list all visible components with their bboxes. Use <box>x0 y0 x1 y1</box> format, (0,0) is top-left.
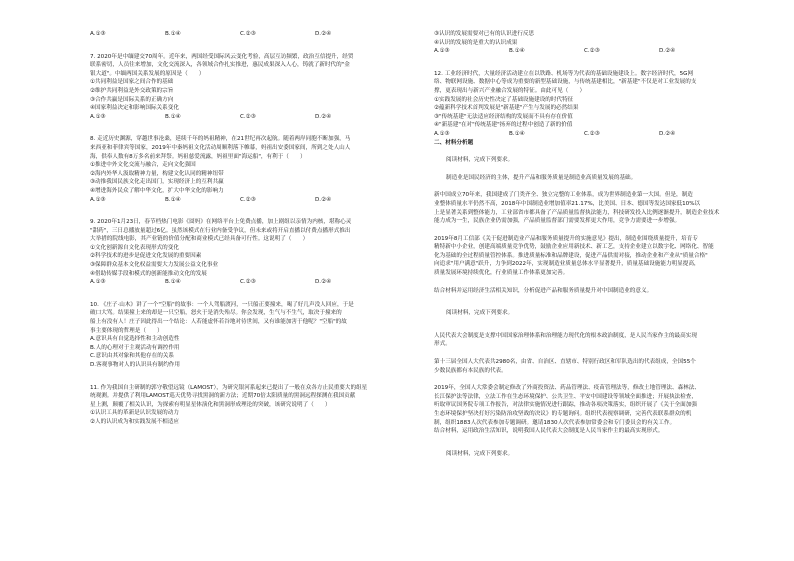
question-stem: 10. 《庄子·山木》讲了一个"空船"的故事：一个人驾船渡河，一只船正要撞来，喝了好几声没人回应，于是 <box>90 301 354 308</box>
option: ③"传统基建"无法适应经济结构的发展而不具有存在价值 <box>434 113 573 120</box>
option: ②维护共同利益是外交政策的宗旨 <box>90 87 174 94</box>
question-8 <box>90 135 390 204</box>
option: C.意识由其对象和其他存在的关系 <box>90 353 174 360</box>
instruction: 阅读材料，完成下列要求。 <box>446 157 514 164</box>
material-paragraph: 少数民族都有本民族的代表。 <box>434 367 507 374</box>
choices-row <box>90 278 390 287</box>
option: D.客观事物对人的认识具有制约作用 <box>90 362 180 368</box>
option: ②蕴新科学技术首判发展是"新基建"产生与发展的必然结果 <box>434 105 579 112</box>
question-11 <box>90 384 390 427</box>
material-paragraph: 人民代表大会制度是支撑中国国家治理体系和治理能力现代化的根本政治制度，是人民当家作主的最高实现 <box>434 332 697 339</box>
question-7 <box>90 53 390 122</box>
choice-b: B.①④ <box>165 31 181 37</box>
option: ③合作共赢是国际关系的正确方向 <box>90 96 174 103</box>
question-stem: 银大道"。中缅两国关系发展的原因是（ ） <box>90 70 205 77</box>
choices-row <box>434 47 734 56</box>
question-stem: 撑，更表现出与新兴产业融合发展的特征。由此可见（ ） <box>434 87 586 94</box>
material-paragraph: 听取审议国务院专项工作报告，对法律实施情况进行跟踪，推动各项决策落实，组织开展了《关于全面加强 <box>434 402 697 409</box>
material-paragraph: 制造业是国民经济的主体，提升产品和服务质量是制造业高质量发展的基础。 <box>446 174 637 181</box>
question-stem: 大举措的院线电影，其产业链的价值分配和商业模式已经具备可行性。这说明了（ ） <box>90 236 309 243</box>
choices-row <box>90 30 390 39</box>
question-stem: 9. 2020年1月23日，春节档热门电影《囧妈》在网络平台上免费点播，加上剧组以亲情为内核，堪称心灵 <box>90 219 352 226</box>
choice-c: C.②③ <box>584 130 600 137</box>
choice-b: B.①④ <box>509 48 525 55</box>
question-stem: 12. 工业经济时代，大量经济活动建立在以铁路、机场等为代表的基础设施建设上。数字经济时代，5G网 <box>434 70 694 77</box>
question-stem: 11. 作为我国自主研制的郭守敬望远镜（LAMOST），为研究银河系起来已提出了一般在众各方止民重要大的组星 <box>90 384 368 391</box>
choice-a: A.①③ <box>90 31 106 37</box>
question-stem: 络、物联网设施、数据中心等成为重要的新型基础设施，与传统基建相比，"新基建"不仅是对工业发展的支 <box>434 79 697 86</box>
material-paragraph: 精特新中小企业，创建高端质量竞争优势，鼓励企业应用新技术、新工艺，支持企业建立以数字化、网络化、智能 <box>434 244 714 251</box>
choice-a: A.①③ <box>434 48 450 55</box>
question-stem: 8. 走近历史渊源，穿越世事沧桑，延续千年的妈祖精神，在21世纪再次起航。随着两岸同胞不断加强，马 <box>90 136 351 143</box>
instruction: 阅读材料，完成下列要求。 <box>446 310 514 317</box>
option: ③保障群众基本文化权益需要大力发展公益文化事业 <box>90 262 219 269</box>
material-paragraph: 形式。 <box>434 341 451 348</box>
choice-b: B.①④ <box>509 130 525 137</box>
question-12 <box>434 70 734 139</box>
choice-a: A.①③ <box>90 113 106 120</box>
material-paragraph: 第十三届全国人大代表共2980名，由省、自治区、直辖市、特别行政区和军队选出的代表组成，全国55个 <box>434 359 696 366</box>
choices-row <box>90 196 390 205</box>
choice-c: C.②③ <box>240 113 256 120</box>
question-stem: "甜药"，三日总播放量超过6亿。虽然该模式在行业内备受争议，但未来或将开启直播以付费点播形式推出 <box>90 227 351 234</box>
choice-c: C.②③ <box>240 196 256 203</box>
right-column <box>434 30 734 458</box>
choice-d: D.②④ <box>315 196 332 203</box>
choice-b: B.①④ <box>165 196 181 203</box>
material-question: 结合材料并运用经济生活相关知识，分析促进产品和服务质量提升对中国制造业的意义。 <box>434 287 653 294</box>
option: ②海内外华人汲取精神力量，构建文化认同的精神纽带 <box>90 170 224 177</box>
question-stem: 7. 2020年是中缅建交70周年。近年来，两国经受国际风云变化考验，高层互访频繁，政治互信提升，经贸 <box>90 53 354 60</box>
choice-d: D.②④ <box>659 130 676 137</box>
question-stem: 船上有没有人！庄子因此得出一个结论：人若能虚怀若谷地对待世间，又有谁能加害于他呢？"空船"的故 <box>90 319 347 326</box>
material-paragraph: 2019年，全国人大常委会制定修改了外商投资法、药品管理法、疫苗管理法等，修改土地管理法、森林法、 <box>434 385 700 392</box>
option: ④借助传媒手段和模式的创新能推动文化的发展 <box>90 270 207 277</box>
question-10 <box>90 301 390 370</box>
choice-a: A.①③ <box>90 196 106 203</box>
choices-row <box>434 130 734 139</box>
option: ④"新基建"在对"传统基建"扬弃的过程中创造了新的价值 <box>434 122 573 129</box>
choice-a: A.①③ <box>90 279 106 286</box>
question-stem: 联系密切，人员往来增加，文化交流深入，各领域合作扎实推进，惠民成果深入人心，铸就了新时代的"金 <box>90 62 350 69</box>
choice-d: D.②④ <box>315 113 332 120</box>
choice-b: B.①④ <box>165 279 181 286</box>
option: ①认识工具的革新是认识发展的动力 <box>90 410 179 417</box>
question-stem: 星上测，颠覆了相关认识，为探索有明显星体演化和黑洞形成理论的突破，该研究说明了（ ） <box>90 401 331 408</box>
material-paragraph: 化为基础的全过程质量管控体系。推进质量标准和品牌建设，促进产品供需对接，推动企业和产业从"质量合格" <box>434 252 708 259</box>
material-question: 结合材料，运用政治生活知识，说明我国人民代表大会制度是人民当家作主的最高实现形式。 <box>434 428 664 435</box>
option: ④国家利益决定和影响国际关系变化 <box>90 105 179 112</box>
material-paragraph: 业整体质量水平仍然不高，2018年中国制造业增加值率21.17%，比美国、日本、德国等发达国家低10%以 <box>434 200 701 207</box>
choice-c: C.②③ <box>240 31 256 37</box>
section-title: 二、材料分析题 <box>434 139 474 146</box>
option: ③认识的发展需要对已有的认识进行反思 <box>434 31 535 37</box>
question-stem: 海，供奉人数有8万多名前来拜祭。妈祖慈爱流露，妈祖里面"海运船"，有利于（ ） <box>90 153 306 160</box>
material-paragraph: 向追求"用户满意"跃升，力争到2022年，实现制造业质量总体水平显著提升，质量基础设施能力明显提高， <box>434 261 700 268</box>
material-1 <box>434 174 734 296</box>
material-paragraph: 生态环境保护坚决打好污染防治攻坚战的决议》的专题询问。组织代表视察调研，完善代表联系群众的机 <box>434 411 692 417</box>
option: ①实践发展的社会历史性决定了基础设施建设的时代特征 <box>434 96 574 103</box>
material-paragraph: 2019年8月工信部《关于促进制造业产品和服务质量提升的实施意见》提出，制造业围绕质量提升，培育专 <box>434 235 698 242</box>
material-paragraph: 质量发展环境持续优化，行业质量工作体系更加完善。 <box>434 270 569 277</box>
left-column <box>90 30 390 427</box>
instruction: 阅读材料，完成下列要求。 <box>446 450 514 457</box>
option: ④增进海外民众了解中华文化，扩大中华文化的影响力 <box>90 187 224 194</box>
option: A.意识具有自觉选择性和主动创造性 <box>90 336 180 343</box>
material-paragraph: 新中国成立70年来，我国建成了门类齐全、独立完整的工业体系，成为世界制造业第一大国。但是，制造 <box>434 192 693 199</box>
material-paragraph: 长江保护法等法律，立法工作在生态环境保护、公共卫生、平安中国建设等领域全面推进；开展执法检查， <box>434 393 697 400</box>
option: ③动推我国民族文化走出国门，实现经济上的互利共赢 <box>90 179 224 186</box>
choice-d: D.②④ <box>315 279 332 286</box>
option: ②科学技术的进步是促进文化发展的重要因素 <box>90 253 202 260</box>
option: B.人的心理对于主观活动有调控作用 <box>90 344 180 351</box>
choice-c: C.②③ <box>584 48 600 55</box>
material-2 <box>434 332 734 436</box>
choices-row <box>90 113 390 122</box>
question-stem: 事主要体现的哲理是（ ） <box>90 327 163 334</box>
choice-d: D.②④ <box>315 31 332 37</box>
material-paragraph: 上是显著关系到整体能力，工业部省市都具备了产品质量监督执法能力，科技研发投入比例逐渐提升，制造企业技术 <box>434 209 720 216</box>
material-paragraph: 能力成为一生，民族企业仍需加强，产品质量监督部门需要发挥更大作用，竞争力需要进一步增强。 <box>434 218 681 225</box>
question-9 <box>90 218 390 287</box>
question-stem: 来西亚和菲律宾等国家，2019年中秦妈祖文化活动周顺利落下帷幕，妈祖出安委国家间，所到之处人山人 <box>90 144 351 151</box>
option: ②人的认识成为和实践发展不相适应 <box>90 418 179 425</box>
question-stem: 破口大骂。结果撞上来的却是一只空船，怒火于是消失殆尽。你会发现，生气与不生气，取决于撞来的 <box>90 310 342 317</box>
option: ①共同利益是国家之间合作的基础 <box>90 79 174 86</box>
choice-b: B.①④ <box>165 113 181 120</box>
material-paragraph: 制，组织1883人次代表参加专题调研。邀请1830人次代表参加常委会和专门委员会的有关工作。 <box>434 419 676 426</box>
choice-d: D.②④ <box>659 48 676 55</box>
question-stem: 统观测。并提供了利用LAMOST巡天优势寻找黑洞的新方法；近期70倍太阳质量的黑洞远程探测在我国贡献 <box>90 393 356 400</box>
choice-c: C.②③ <box>240 279 256 286</box>
option: ④认识的发展的是重大的认识成果 <box>434 39 518 46</box>
option: ①文化创新源自文化表现形式的变化 <box>90 244 179 251</box>
choice-a: A.①③ <box>434 130 450 137</box>
option: ①推进中外文化交流与融合，走向文化强国 <box>90 162 196 169</box>
